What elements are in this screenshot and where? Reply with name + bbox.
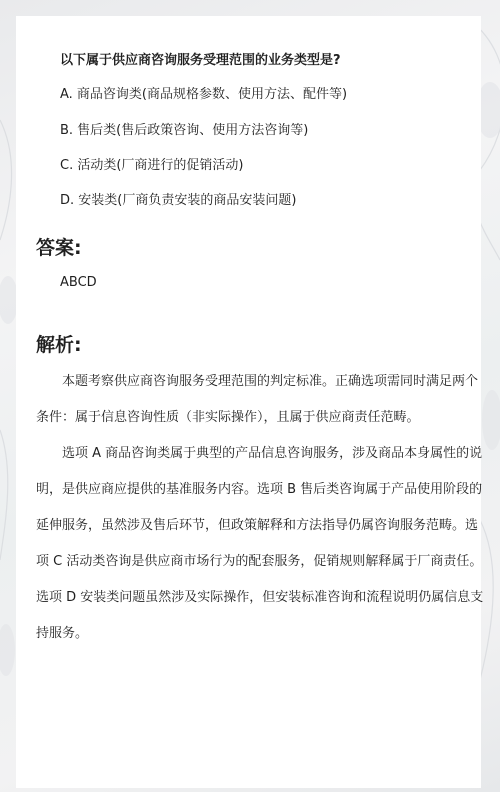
- analysis-paragraph-1: [36, 364, 479, 436]
- option-d: D. 安装类(厂商负责安装的商品安装问题): [60, 193, 297, 208]
- analysis-line: 条件：属于信息咨询性质（非实际操作），且属于供应商责任范畴。: [36, 410, 420, 425]
- option-a: A. 商品咨询类(商品规格参数、使用方法、配件等): [60, 87, 348, 102]
- analysis-line: 本题考察供应商咨询服务受理范围的判定标准。正确选项需同时满足两个: [36, 374, 479, 389]
- analysis-heading: 解析:: [36, 334, 82, 356]
- analysis-line: 延伸服务，虽然涉及售后环节，但政策解释和方法指导仍属咨询服务范畴。选: [36, 518, 479, 533]
- question-title: 以下属于供应商咨询服务受理范围的业务类型是?: [60, 53, 341, 68]
- analysis-line: 明，是供应商应提供的基准服务内容。选项 B 售后类咨询属于产品使用阶段的: [36, 482, 483, 497]
- analysis-line: 持服务。: [36, 626, 89, 641]
- analysis-paragraph-2: [36, 436, 484, 652]
- analysis-line: 选项 A 商品咨询类属于典型的产品信息咨询服务，涉及商品本身属性的说: [36, 446, 483, 461]
- document-body: [16, 16, 484, 788]
- answer-value: ABCD: [60, 275, 97, 290]
- option-c: C. 活动类(厂商进行的促销活动): [60, 158, 244, 173]
- content-card: [16, 16, 484, 788]
- option-b: B. 售后类(售后政策咨询、使用方法咨询等): [60, 123, 309, 138]
- analysis-line: 选项 D 安装类问题虽然涉及实际操作，但安装标准咨询和流程说明仍属信息支: [36, 590, 484, 605]
- analysis-line: 项 C 活动类咨询是供应商市场行为的配套服务，促销规则解释属于厂商责任。: [36, 554, 483, 569]
- answer-heading: 答案:: [36, 237, 82, 259]
